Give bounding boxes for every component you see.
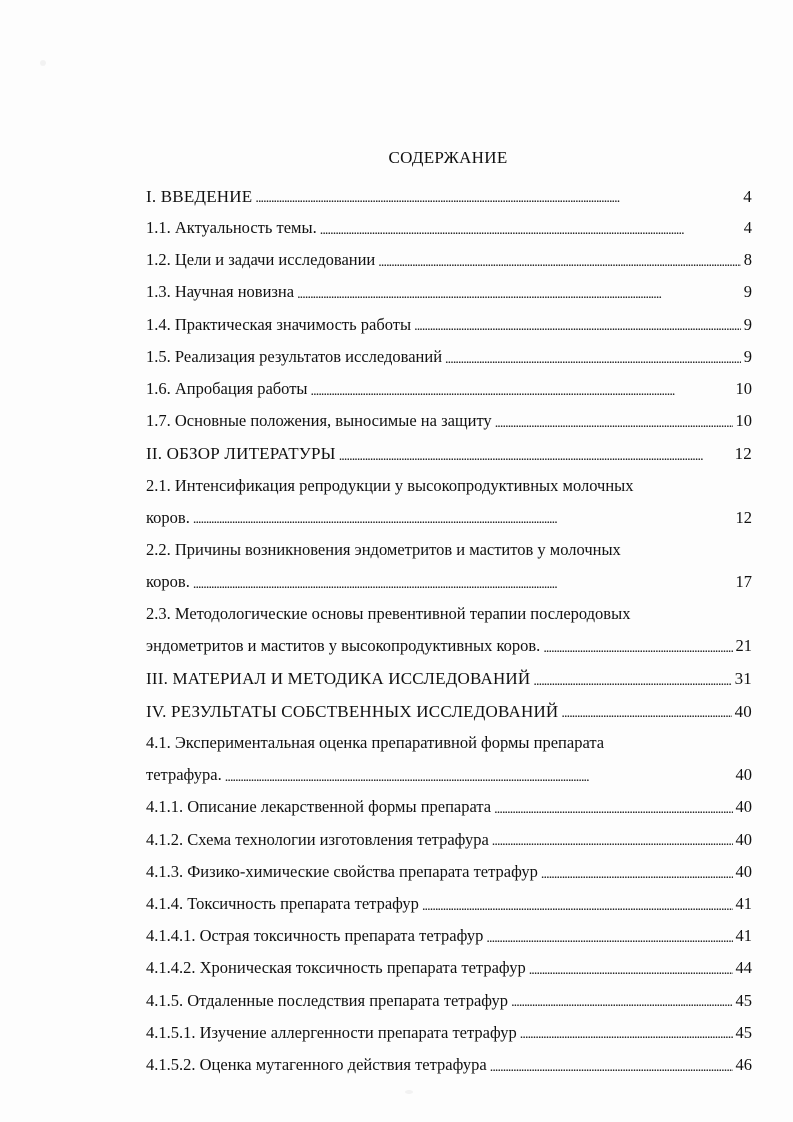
toc-entry-title: 4.1.4.1. Острая токсичность препарата тетрафур bbox=[146, 926, 484, 946]
toc-page-number: 10 bbox=[735, 411, 752, 431]
toc-entry-title: III. МАТЕРИАЛ И МЕТОДИКА ИССЛЕДОВАНИЙ bbox=[146, 669, 531, 689]
toc-entry-title: 1.7. Основные положения, выносимые на защиту bbox=[146, 411, 492, 431]
dot-leader bbox=[561, 703, 731, 721]
toc-page-number: 41 bbox=[735, 926, 752, 946]
dot-leader bbox=[495, 414, 733, 431]
toc-entry bbox=[146, 663, 752, 695]
toc-page-number: 40 bbox=[735, 765, 752, 785]
toc-entry-title: коров. bbox=[146, 572, 190, 592]
table-of-contents bbox=[146, 180, 752, 1081]
dot-leader bbox=[543, 639, 732, 656]
toc-page-number: 17 bbox=[735, 572, 752, 592]
toc-page-number: 41 bbox=[735, 893, 752, 913]
dot-leader bbox=[339, 446, 732, 464]
dot-leader bbox=[311, 382, 733, 399]
toc-entry-title: тетрафура. bbox=[146, 765, 222, 785]
dot-leader bbox=[492, 832, 733, 849]
toc-page-number: 40 bbox=[734, 701, 752, 721]
toc-entry-title: эндометритов и маститов у высокопродуктивных коров. bbox=[146, 636, 541, 656]
toc-entry bbox=[146, 438, 752, 470]
scan-smudge bbox=[40, 60, 46, 66]
toc-entry bbox=[146, 1049, 752, 1081]
dot-leader bbox=[511, 993, 732, 1010]
toc-entry-title: 4.1.4. Токсичность препарата тетрафур bbox=[146, 893, 419, 913]
dot-leader bbox=[520, 1025, 733, 1042]
toc-entry-title: 1.4. Практическая значимость работы bbox=[146, 314, 412, 334]
toc-page-number: 21 bbox=[735, 636, 752, 656]
toc-entry bbox=[146, 180, 752, 212]
toc-entry bbox=[146, 309, 752, 341]
dot-leader bbox=[378, 253, 740, 270]
toc-page-number: 46 bbox=[735, 1054, 752, 1074]
toc-page-number: 9 bbox=[743, 314, 752, 334]
toc-entry-title: 4.1.5.2. Оценка мутагенного действия тетрафура bbox=[146, 1054, 487, 1074]
toc-page-number: 9 bbox=[743, 282, 752, 302]
toc-entry bbox=[146, 856, 752, 888]
toc-entry bbox=[146, 727, 752, 759]
dot-leader bbox=[533, 671, 731, 689]
dot-leader bbox=[193, 510, 733, 527]
toc-entry bbox=[146, 695, 752, 727]
dot-leader bbox=[490, 1058, 733, 1075]
toc-entry-title: 4.1.4.2. Хроническая токсичность препарата тетрафур bbox=[146, 958, 526, 978]
toc-entry bbox=[146, 888, 752, 920]
toc-entry bbox=[146, 985, 752, 1017]
dot-leader bbox=[494, 800, 732, 817]
toc-entry-title: 1.2. Цели и задачи исследовании bbox=[146, 250, 376, 270]
toc-page-number: 4 bbox=[743, 186, 752, 206]
toc-entry-title: 4.1. Экспериментальная оценка препаративной формы препарата bbox=[146, 733, 605, 753]
dot-leader bbox=[255, 188, 740, 206]
toc-entry-title: 4.1.5.1. Изучение аллергенности препарата тетрафур bbox=[146, 1022, 517, 1042]
toc-entry-title: 1.5. Реализация результатов исследований bbox=[146, 346, 443, 366]
toc-entry-title: I. ВВЕДЕНИЕ bbox=[146, 186, 253, 206]
toc-page-number: 8 bbox=[743, 250, 752, 270]
toc-page-number: 12 bbox=[735, 507, 752, 527]
toc-entry bbox=[146, 244, 752, 276]
toc-entry-title: 4.1.5. Отдаленные последствия препарата тетрафур bbox=[146, 990, 509, 1010]
toc-entry bbox=[146, 566, 752, 598]
toc-entry bbox=[146, 277, 752, 309]
dot-leader bbox=[193, 575, 733, 592]
page-title: СОДЕРЖАНИЕ bbox=[388, 148, 508, 167]
toc-entry bbox=[146, 405, 752, 437]
scan-smudge bbox=[405, 1090, 413, 1094]
toc-page-number: 40 bbox=[735, 829, 752, 849]
toc-page-number: 12 bbox=[734, 444, 752, 464]
toc-entry bbox=[146, 373, 752, 405]
toc-page-number: 9 bbox=[743, 346, 752, 366]
toc-page-number: 45 bbox=[735, 1022, 752, 1042]
toc-entry bbox=[146, 212, 752, 244]
toc-page-number: 4 bbox=[743, 218, 752, 238]
toc-entry-title: 2.1. Интенсификация репродукции у высокопродуктивных молочных bbox=[146, 475, 634, 495]
toc-entry-title: II. ОБЗОР ЛИТЕРАТУРЫ bbox=[146, 444, 336, 464]
dot-leader bbox=[445, 350, 741, 367]
toc-entry-title: 1.3. Научная новизна bbox=[146, 282, 295, 302]
dot-leader bbox=[414, 317, 741, 334]
toc-page-number: 31 bbox=[734, 669, 752, 689]
toc-entry-title: 2.2. Причины возникновения эндометритов и маститов у молочных bbox=[146, 539, 621, 559]
toc-entry bbox=[146, 502, 752, 534]
toc-entry bbox=[146, 598, 752, 630]
toc-entry-title: 4.1.3. Физико-химические свойства препарата тетрафур bbox=[146, 861, 538, 881]
toc-entry-title: 4.1.2. Схема технологии изготовления тетрафура bbox=[146, 829, 489, 849]
toc-entry bbox=[146, 792, 752, 824]
toc-entry-title: 4.1.1. Описание лекарственной формы препарата bbox=[146, 797, 492, 817]
dot-leader bbox=[486, 929, 732, 946]
toc-page-number: 40 bbox=[735, 861, 752, 881]
toc-entry-title: IV. РЕЗУЛЬТАТЫ СОБСТВЕННЫХ ИССЛЕДОВАНИЙ bbox=[146, 701, 559, 721]
toc-entry bbox=[146, 341, 752, 373]
toc-entry bbox=[146, 470, 752, 502]
toc-page-number: 44 bbox=[735, 958, 752, 978]
dot-leader bbox=[297, 285, 741, 302]
toc-entry bbox=[146, 953, 752, 985]
toc-page-number: 45 bbox=[735, 990, 752, 1010]
toc-entry-title: 1.1. Актуальность темы. bbox=[146, 218, 317, 238]
toc-page-number: 10 bbox=[735, 378, 752, 398]
toc-entry bbox=[146, 824, 752, 856]
toc-entry-title: 2.3. Методологические основы превентивной терапии послеродовых bbox=[146, 604, 631, 624]
toc-page-number: 40 bbox=[735, 797, 752, 817]
dot-leader bbox=[225, 768, 733, 785]
dot-leader bbox=[529, 961, 733, 978]
dot-leader bbox=[320, 221, 741, 238]
toc-entry bbox=[146, 1017, 752, 1049]
toc-entry bbox=[146, 920, 752, 952]
toc-entry-title: 1.6. Апробация работы bbox=[146, 378, 308, 398]
toc-entry bbox=[146, 759, 752, 791]
dot-leader bbox=[541, 865, 733, 882]
toc-entry bbox=[146, 534, 752, 566]
dot-leader bbox=[422, 897, 733, 914]
toc-entry bbox=[146, 631, 752, 663]
toc-entry-title: коров. bbox=[146, 507, 190, 527]
